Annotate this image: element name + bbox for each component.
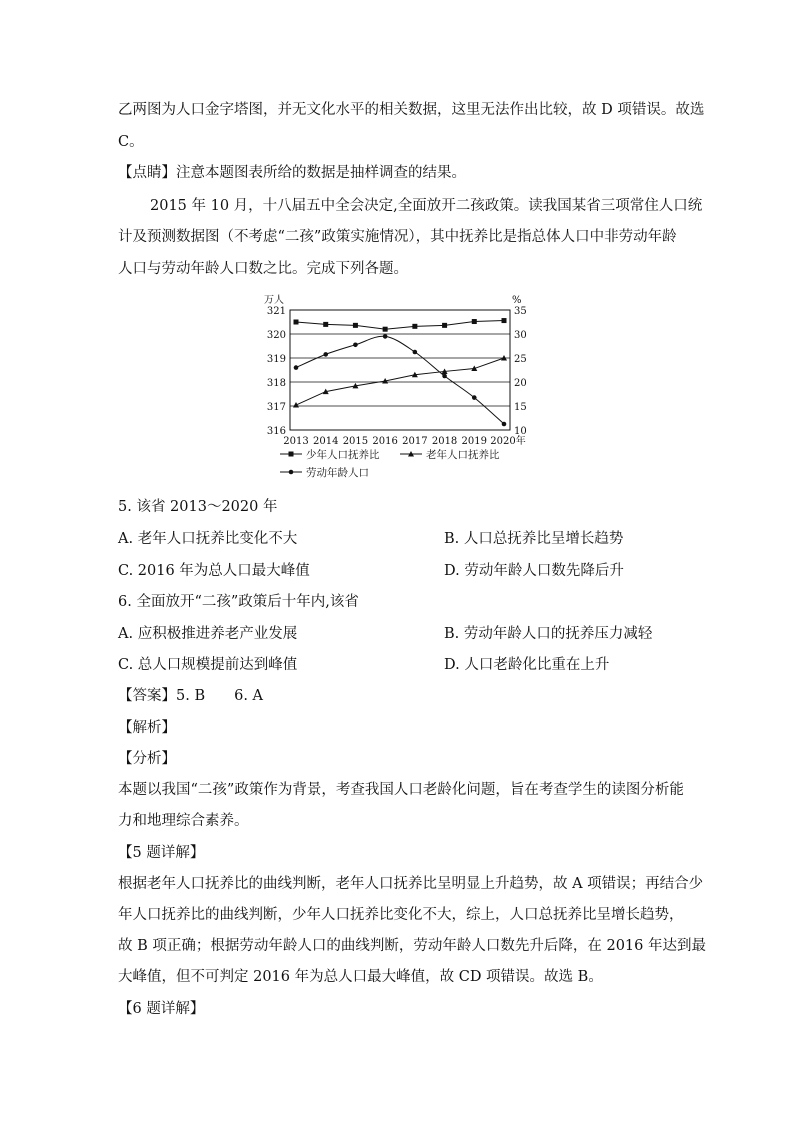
data-point-square <box>323 322 328 327</box>
detail-text: 根据老年人口抚养比的曲线判断，老年人口抚养比呈明显上升趋势，故 A 项错误；再结合少 <box>118 876 704 892</box>
data-point-dot <box>472 395 477 400</box>
data-point-square <box>294 320 299 325</box>
data-point-square <box>472 319 477 324</box>
population-chart <box>250 288 540 488</box>
dianjing-note: 【点睛】注意本题图表所给的数据是抽样调查的结果。 <box>118 165 466 181</box>
left-unit-label: 万人 <box>264 295 284 306</box>
detail-text: 年人口抚养比的曲线判断，少年人口抚养比变化不大，综上，人口总抚养比呈增长趋势， <box>118 907 684 923</box>
x-tick-label: 2020年 <box>490 436 526 447</box>
right-unit-label: % <box>512 295 522 306</box>
q5-option-c: C. 2016 年为总人口最大峰值 <box>118 563 310 579</box>
answer-line: 【答案】5. B 6. A <box>118 688 264 704</box>
data-point-dot <box>442 374 447 379</box>
x-tick-label: 2019 <box>461 436 488 447</box>
q5-option-d: D. 劳动年龄人口数先降后升 <box>444 563 624 579</box>
question-intro: 人口与劳动年龄人口数之比。完成下列各题。 <box>118 261 408 277</box>
paragraph-text: C。 <box>118 134 144 150</box>
right-tick-label: 25 <box>514 354 527 365</box>
q5-option-b: B. 人口总抚养比呈增长趋势 <box>444 531 624 547</box>
data-point-triangle <box>293 402 299 408</box>
paragraph-text: 乙两图为人口金字塔图，并无文化水平的相关数据，这里无法作出比较，故 D 项错误。故选 <box>118 102 705 118</box>
detail-text: 故 B 项正确；根据劳动年龄人口的曲线判断，劳动年龄人口数先升后降，在 2016 年达到最 <box>118 938 706 954</box>
right-tick-label: 30 <box>514 330 527 341</box>
question-intro: 计及预测数据图（不考虑“二孩”政策实施情况），其中抚养比是指总体人口中非劳动年龄 <box>118 229 677 245</box>
q6-option-a: A. 应积极推进养老产业发展 <box>118 626 298 642</box>
x-tick-label: 2016 <box>372 436 398 447</box>
analysis-text: 力和地理综合素养。 <box>118 813 249 829</box>
x-tick-label: 2013 <box>283 436 309 447</box>
x-tick-label: 2018 <box>431 436 458 447</box>
left-tick-label: 317 <box>266 402 286 413</box>
right-tick-label: 35 <box>514 306 527 317</box>
data-point-square <box>442 323 447 328</box>
legend-label: 少年人口抚养比 <box>306 449 380 461</box>
data-point-dot <box>502 422 507 427</box>
left-tick-label: 316 <box>266 426 286 437</box>
question-5-stem: 5. 该省 2013～2020 年 <box>118 499 278 515</box>
question-6-stem: 6. 全面放开“二孩”政策后十年内,该省 <box>118 594 359 610</box>
series-line-2 <box>296 336 504 424</box>
data-point-dot <box>294 365 299 370</box>
right-tick-label: 20 <box>514 378 527 389</box>
data-point-square <box>353 323 358 328</box>
data-point-dot <box>323 352 328 357</box>
x-tick-label: 2015 <box>342 436 369 447</box>
legend-label: 劳动年龄人口 <box>306 467 369 479</box>
data-point-dot <box>353 343 358 348</box>
x-tick-label: 2017 <box>402 436 428 447</box>
analysis-text: 本题以我国“二孩”政策作为背景，考查我国人口老龄化问题，旨在考查学生的读图分析能 <box>118 782 684 798</box>
legend-marker-dot <box>289 470 294 475</box>
q6-option-d: D. 人口老龄化比重在上升 <box>444 657 610 673</box>
question-intro: 2015 年 10 月，十八届五中全会决定,全面放开二孩政策。读我国某省三项常住人口统 <box>150 198 703 214</box>
jiexi-heading: 【解析】 <box>118 720 176 736</box>
legend-marker-square <box>289 452 294 457</box>
q6-detail-heading: 【6 题详解】 <box>118 1001 205 1017</box>
right-tick-label: 15 <box>514 402 527 413</box>
q5-option-a: A. 老年人口抚养比变化不大 <box>118 531 298 547</box>
data-point-square <box>412 324 417 329</box>
data-point-dot <box>413 350 418 355</box>
legend-label: 老年人口抚养比 <box>426 449 500 461</box>
x-tick-label: 2014 <box>312 436 339 447</box>
q5-detail-heading: 【5 题详解】 <box>118 845 205 861</box>
detail-text: 大峰值，但不可判定 2016 年为总人口最大峰值，故 CD 项错误。故选 B。 <box>118 969 603 985</box>
q6-option-c: C. 总人口规模提前达到峰值 <box>118 657 298 673</box>
data-point-square <box>502 318 507 323</box>
data-point-dot <box>383 334 388 339</box>
left-tick-label: 321 <box>266 306 286 317</box>
q6-option-b: B. 劳动年龄人口的抚养压力减轻 <box>444 626 653 642</box>
left-tick-label: 320 <box>266 330 286 341</box>
left-tick-label: 318 <box>266 378 286 389</box>
left-tick-label: 319 <box>266 354 286 365</box>
fenxi-heading: 【分析】 <box>118 751 176 767</box>
data-point-square <box>383 327 388 332</box>
right-tick-label: 10 <box>514 426 527 437</box>
